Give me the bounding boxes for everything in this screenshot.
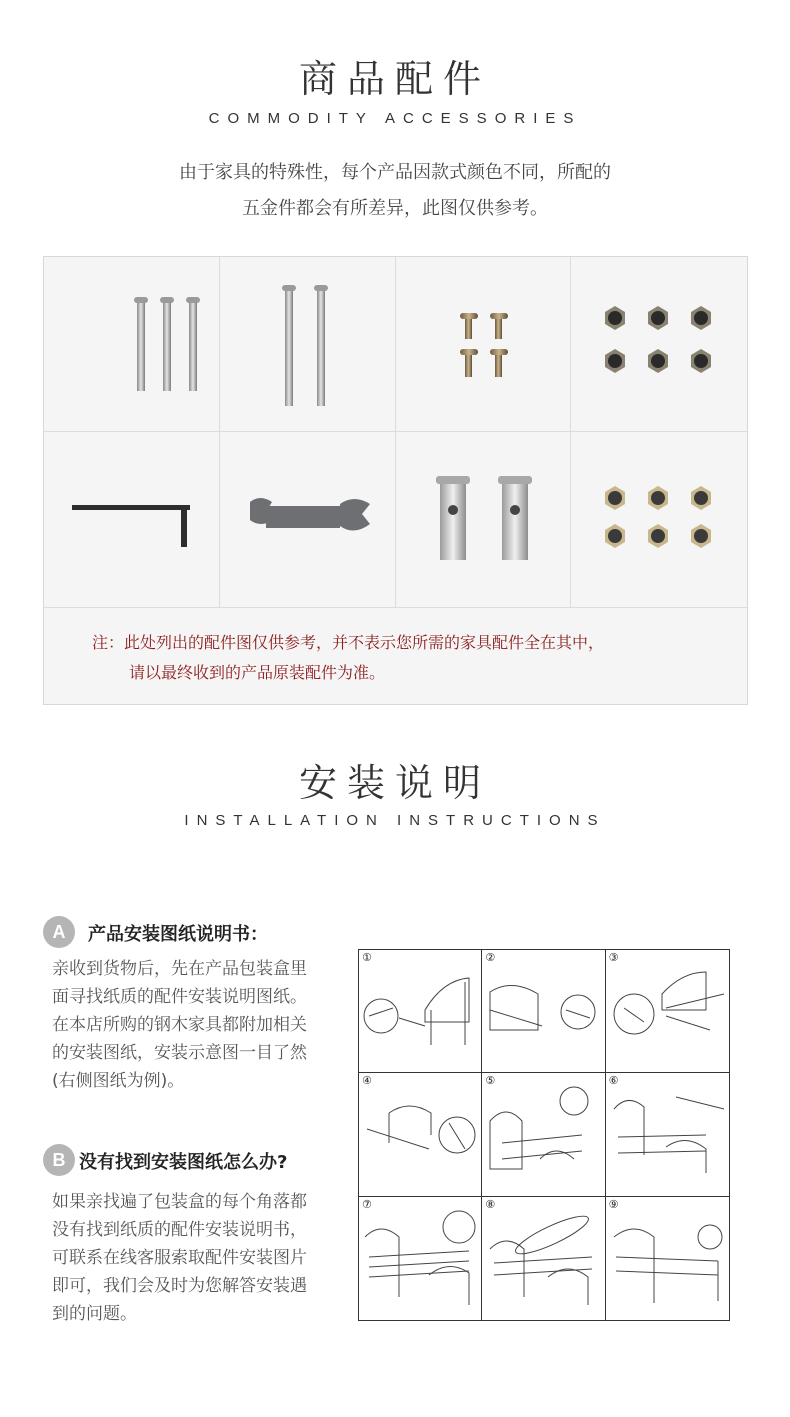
slats-install-icon bbox=[359, 1197, 482, 1320]
center-support-icon bbox=[359, 1073, 482, 1196]
accessories-title: 商品配件 bbox=[298, 57, 491, 101]
diagram-step bbox=[606, 1197, 729, 1320]
note-line-1: 注：此处列出的配件图仅供参考，并不表示您所需的家具配件全在其中， bbox=[92, 633, 605, 652]
step-number: ② bbox=[485, 951, 496, 964]
wrench-icon bbox=[220, 432, 396, 608]
section-a-badge: A bbox=[43, 916, 75, 948]
diagram-step bbox=[359, 1197, 482, 1320]
accessory-long-bolts bbox=[44, 257, 220, 432]
section-a-line: 面寻找纸质的配件安装说明图纸。 bbox=[52, 987, 307, 1007]
diagram-step bbox=[482, 1197, 605, 1320]
section-b-badge: B bbox=[43, 1144, 75, 1176]
accessories-subtitle: COMMODITY ACCESSORIES bbox=[208, 110, 582, 127]
accessories-grid bbox=[44, 257, 747, 608]
lock-nuts-brass-icon bbox=[571, 432, 747, 608]
step-number: ⑦ bbox=[362, 1197, 372, 1211]
accessories-intro-line-1: 由于家具的特殊性，每个产品因款式颜色不同，所配的 bbox=[179, 162, 611, 183]
note-line-2: 请以最终收到的产品原装配件为准。 bbox=[129, 663, 386, 682]
installation-diagram bbox=[358, 949, 730, 1321]
section-a-line: 亲收到货物后，先在产品包装盒里 bbox=[52, 959, 307, 979]
step-number: ⑧ bbox=[485, 1197, 496, 1211]
section-b-heading: 没有找到安装图纸怎么办? bbox=[79, 1152, 288, 1173]
long-bolts-icon bbox=[44, 257, 220, 432]
diagram-step bbox=[482, 950, 605, 1073]
allen-key-icon bbox=[44, 432, 220, 608]
short-screws-icon bbox=[396, 257, 572, 432]
diagram-step bbox=[482, 1073, 605, 1196]
accessory-wrench bbox=[220, 432, 396, 608]
section-b-line: 可联系在线客服索取配件安装图片 bbox=[52, 1248, 307, 1268]
step-number: ⑤ bbox=[485, 1074, 496, 1088]
accessory-extra-long-bolts bbox=[220, 257, 396, 432]
accessories-intro-line-2: 五金件都会有所差异，此图仅供参考。 bbox=[242, 198, 548, 219]
section-a-text bbox=[52, 955, 342, 1095]
step-number: ④ bbox=[362, 1074, 372, 1088]
section-b-line: 没有找到纸质的配件安装说明书， bbox=[52, 1220, 307, 1240]
installation-title: 安装说明 bbox=[298, 761, 491, 805]
finished-bed-icon bbox=[606, 1197, 729, 1320]
bolt-tighten-icon bbox=[482, 1197, 605, 1320]
slat-rail-icon bbox=[606, 1073, 729, 1196]
section-b-line: 如果亲找遍了包装盒的每个角落都 bbox=[52, 1192, 307, 1212]
accessories-note bbox=[44, 608, 747, 704]
section-b-text bbox=[52, 1188, 342, 1328]
diagram-step bbox=[359, 1073, 482, 1196]
frame-assembly-icon bbox=[482, 1073, 605, 1196]
extra-long-bolts-icon bbox=[220, 257, 396, 432]
accessory-lock-nuts-brass bbox=[571, 432, 747, 608]
section-b-line: 到的问题。 bbox=[52, 1304, 137, 1324]
step-number: ③ bbox=[608, 951, 619, 964]
step-number: ⑨ bbox=[608, 1197, 619, 1211]
accessory-barrel-nuts bbox=[396, 432, 572, 608]
section-a-heading: 产品安装图纸说明书： bbox=[88, 924, 268, 945]
installation-subtitle: INSTALLATION INSTRUCTIONS bbox=[184, 812, 606, 829]
section-b-line: 即可，我们会及时为您解答安装遇 bbox=[52, 1276, 307, 1296]
accessory-allen-key bbox=[44, 432, 220, 608]
step-number: ① bbox=[362, 951, 372, 964]
section-a-line: 的安装图纸，安装示意图一目了然 bbox=[52, 1043, 307, 1063]
section-a-line: (右侧图纸为例)。 bbox=[52, 1071, 185, 1091]
diagram-step bbox=[359, 950, 482, 1073]
lock-nuts-dark-icon bbox=[571, 257, 747, 432]
section-a-line: 在本店所购的钢木家具都附加相关 bbox=[52, 1015, 307, 1035]
footboard-rail-icon bbox=[482, 950, 605, 1073]
diagram-step bbox=[606, 950, 729, 1073]
side-rail-icon bbox=[606, 950, 729, 1073]
accessory-lock-nuts-dark bbox=[571, 257, 747, 432]
barrel-nuts-icon bbox=[396, 432, 572, 608]
accessories-panel bbox=[43, 256, 748, 705]
accessory-short-screws bbox=[396, 257, 572, 432]
step-number: ⑥ bbox=[608, 1074, 619, 1088]
headboard-rail-icon bbox=[359, 950, 482, 1073]
diagram-step bbox=[606, 1073, 729, 1196]
